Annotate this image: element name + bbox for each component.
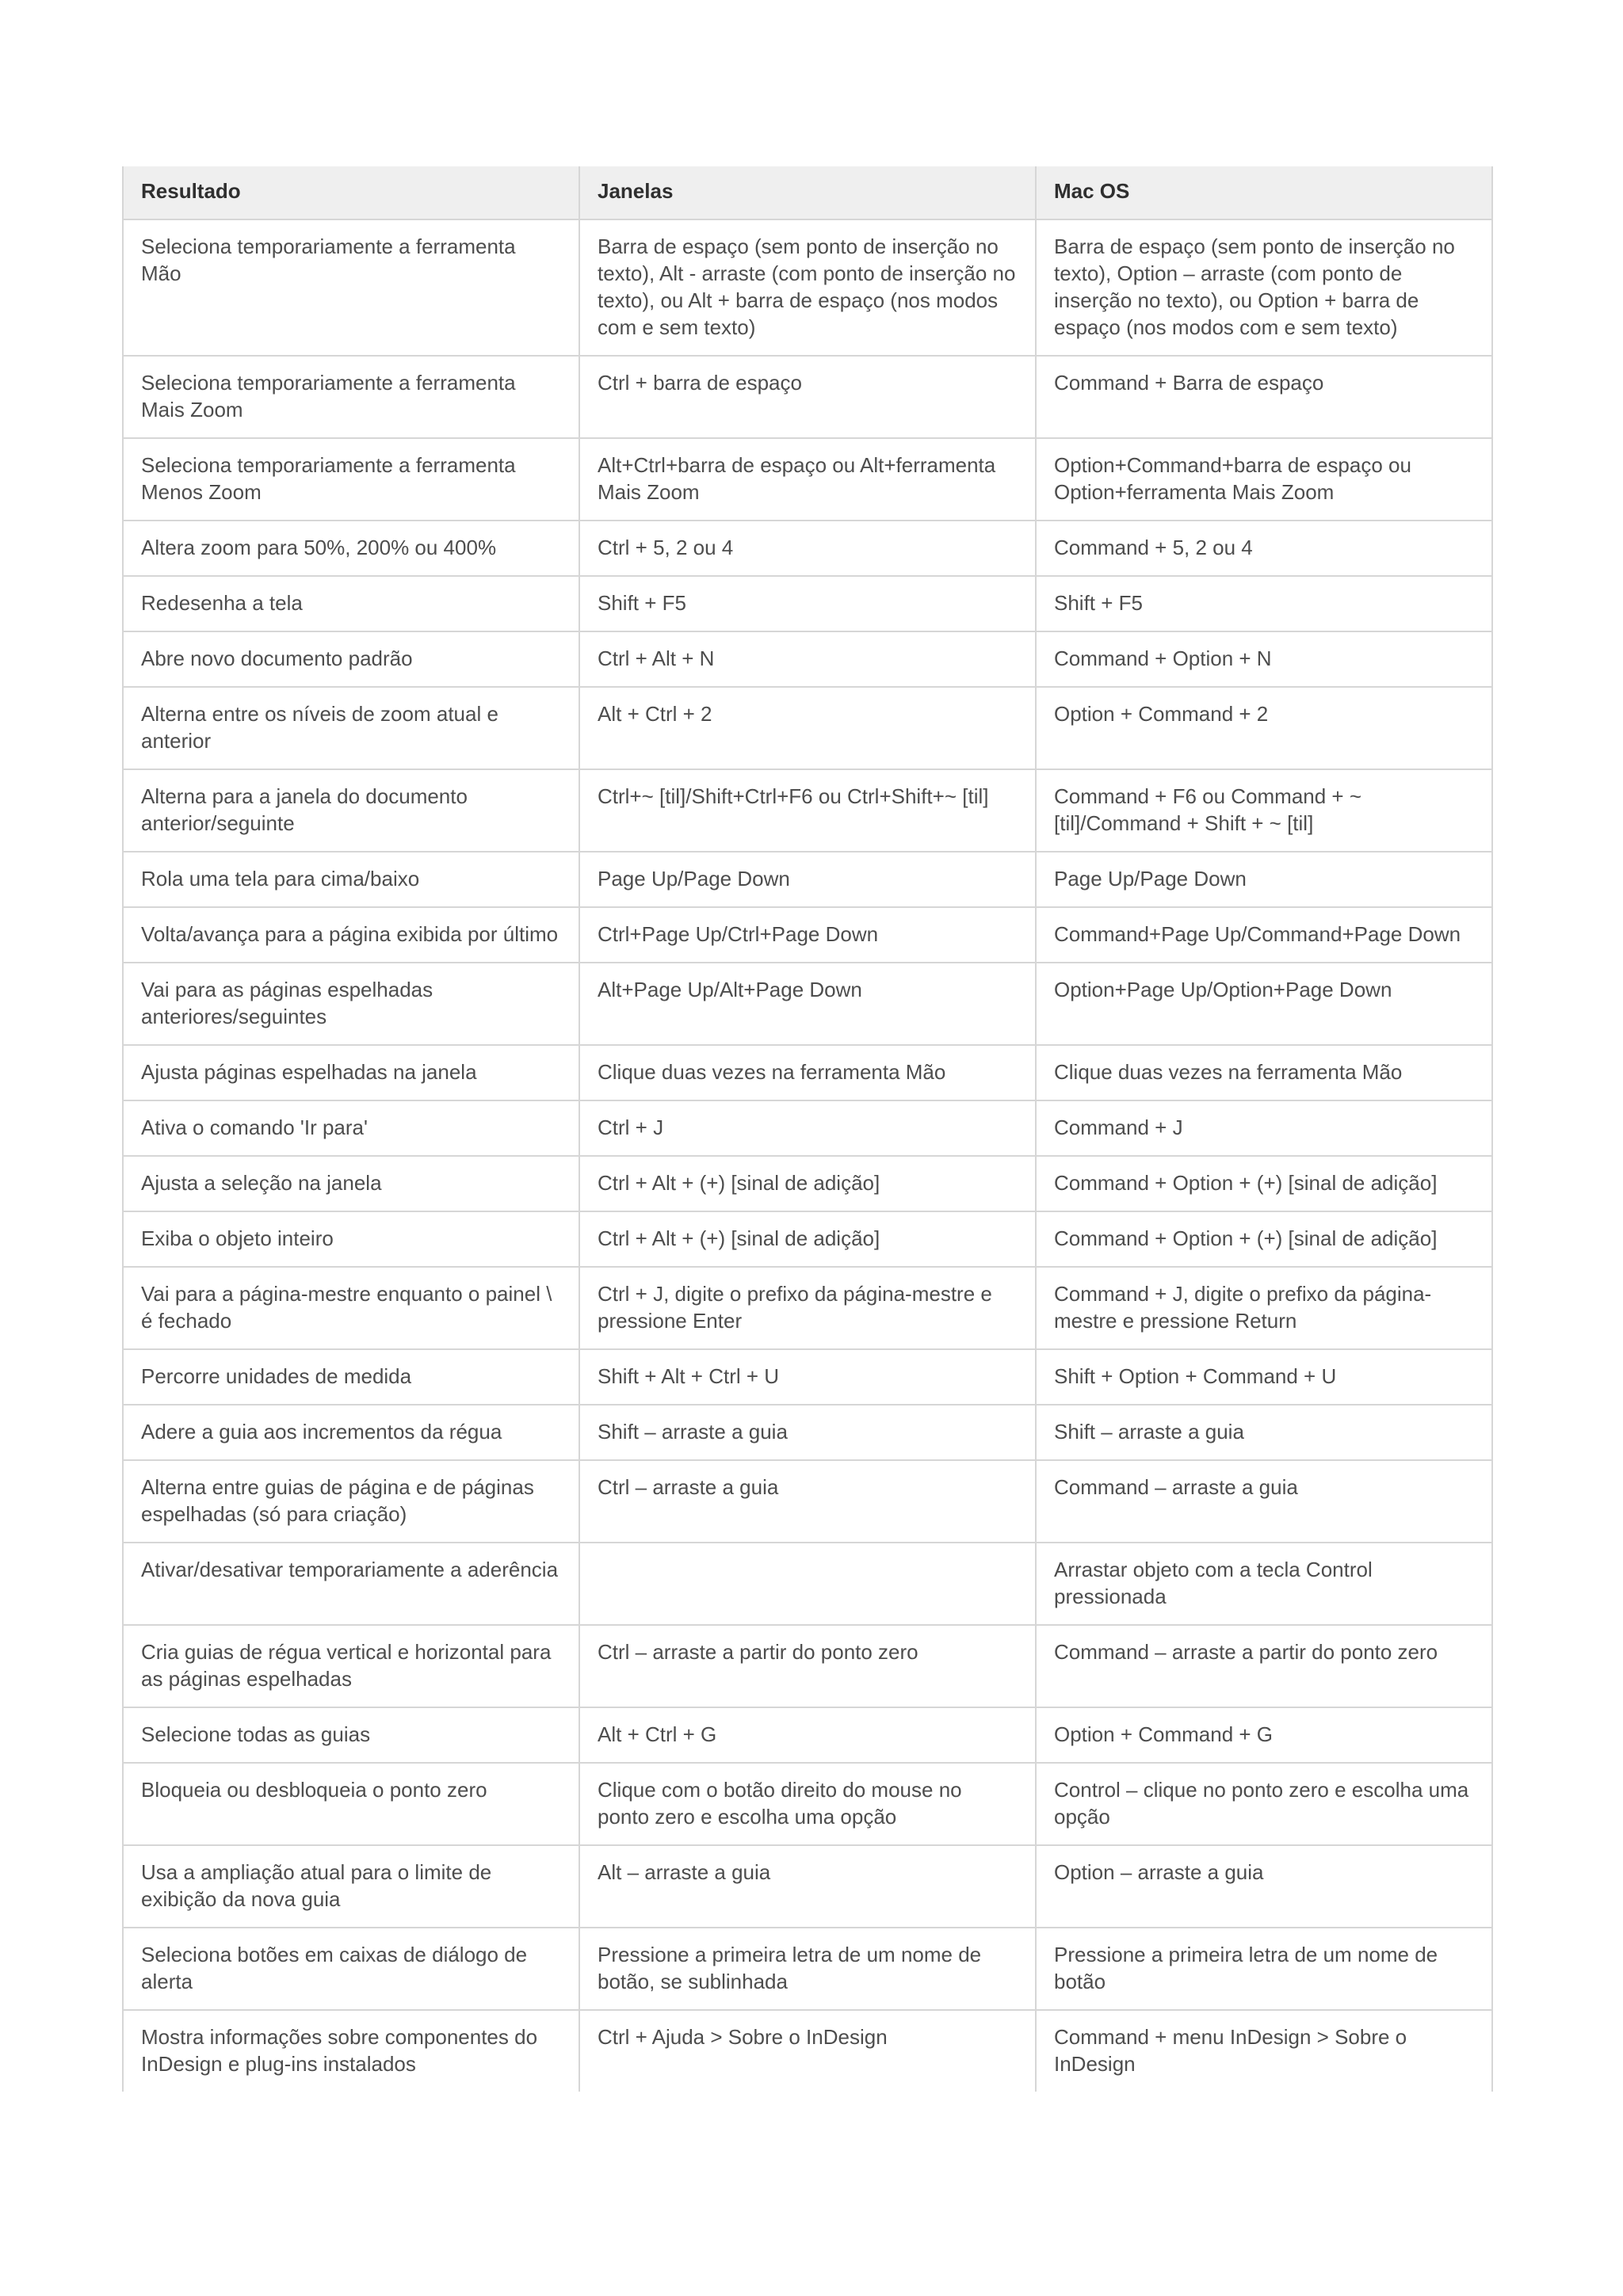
mac-shortcut-cell: Arrastar objeto com a tecla Control pressionada (1036, 1543, 1492, 1625)
windows-shortcut-cell: Shift – arraste a guia (579, 1405, 1036, 1460)
table-row (123, 1845, 1492, 1928)
result-cell: Bloqueia ou desbloqueia o ponto zero (123, 1763, 579, 1845)
mac-shortcut-cell: Command + J, digite o prefixo da página-mestre e pressione Return (1036, 1267, 1492, 1349)
mac-shortcut-cell: Clique duas vezes na ferramenta Mão (1036, 1045, 1492, 1100)
mac-shortcut-cell: Command + 5, 2 ou 4 (1036, 521, 1492, 576)
table-header (123, 166, 1492, 219)
table-row (123, 1211, 1492, 1267)
result-cell: Alterna entre os níveis de zoom atual e anterior (123, 687, 579, 769)
table-row (123, 1405, 1492, 1460)
header-row (123, 166, 1492, 219)
mac-shortcut-cell: Command + Barra de espaço (1036, 356, 1492, 438)
windows-shortcut-cell (579, 1543, 1036, 1625)
windows-shortcut-cell: Pressione a primeira letra de um nome de botão, se sublinhada (579, 1928, 1036, 2010)
result-cell: Ajusta a seleção na janela (123, 1156, 579, 1211)
mac-shortcut-cell: Shift – arraste a guia (1036, 1405, 1492, 1460)
table-row (123, 1763, 1492, 1845)
mac-shortcut-cell: Option + Command + 2 (1036, 687, 1492, 769)
mac-shortcut-cell: Option+Command+barra de espaço ou Option+ferramenta Mais Zoom (1036, 438, 1492, 521)
table-row (123, 631, 1492, 687)
windows-shortcut-cell: Shift + F5 (579, 576, 1036, 631)
windows-shortcut-cell: Ctrl + Alt + (+) [sinal de adição] (579, 1211, 1036, 1267)
mac-shortcut-cell: Shift + Option + Command + U (1036, 1349, 1492, 1405)
windows-shortcut-cell: Ctrl+~ [til]/Shift+Ctrl+F6 ou Ctrl+Shift+~ [til] (579, 769, 1036, 852)
windows-shortcut-cell: Clique com o botão direito do mouse no ponto zero e escolha uma opção (579, 1763, 1036, 1845)
table-row (123, 356, 1492, 438)
document-page (122, 166, 1491, 2092)
windows-shortcut-cell: Alt + Ctrl + G (579, 1707, 1036, 1763)
mac-shortcut-cell: Control – clique no ponto zero e escolha uma opção (1036, 1763, 1492, 1845)
table-row (123, 852, 1492, 907)
windows-shortcut-cell: Ctrl + Alt + N (579, 631, 1036, 687)
table-row (123, 219, 1492, 356)
windows-shortcut-cell: Barra de espaço (sem ponto de inserção no texto), Alt - arraste (com ponto de inserção no texto), ou Alt + barra de espaço (nos modos com e sem texto) (579, 219, 1036, 356)
windows-shortcut-cell: Ctrl – arraste a partir do ponto zero (579, 1625, 1036, 1707)
table-row (123, 1460, 1492, 1543)
mac-shortcut-cell: Command + Option + (+) [sinal de adição] (1036, 1156, 1492, 1211)
windows-shortcut-cell: Ctrl + Ajuda > Sobre o InDesign (579, 2010, 1036, 2092)
result-cell: Vai para a página-mestre enquanto o painel \ é fechado (123, 1267, 579, 1349)
table-row (123, 1100, 1492, 1156)
result-cell: Altera zoom para 50%, 200% ou 400% (123, 521, 579, 576)
result-cell: Seleciona temporariamente a ferramenta Mais Zoom (123, 356, 579, 438)
table-row (123, 2010, 1492, 2092)
mac-shortcut-cell: Option + Command + G (1036, 1707, 1492, 1763)
mac-shortcut-cell: Pressione a primeira letra de um nome de botão (1036, 1928, 1492, 2010)
windows-shortcut-cell: Ctrl – arraste a guia (579, 1460, 1036, 1543)
windows-shortcut-cell: Page Up/Page Down (579, 852, 1036, 907)
windows-shortcut-cell: Clique duas vezes na ferramenta Mão (579, 1045, 1036, 1100)
result-cell: Alterna para a janela do documento anterior/seguinte (123, 769, 579, 852)
windows-shortcut-cell: Alt + Ctrl + 2 (579, 687, 1036, 769)
windows-shortcut-cell: Ctrl+Page Up/Ctrl+Page Down (579, 907, 1036, 963)
table-row (123, 1045, 1492, 1100)
result-cell: Seleciona temporariamente a ferramenta Mão (123, 219, 579, 356)
mac-shortcut-cell: Option+Page Up/Option+Page Down (1036, 963, 1492, 1045)
header-resultado: Resultado (123, 166, 579, 219)
shortcuts-table (122, 166, 1493, 2092)
table-row (123, 1625, 1492, 1707)
table-row (123, 1928, 1492, 2010)
result-cell: Ajusta páginas espelhadas na janela (123, 1045, 579, 1100)
table-row (123, 1267, 1492, 1349)
result-cell: Ativar/desativar temporariamente a aderência (123, 1543, 579, 1625)
header-janelas: Janelas (579, 166, 1036, 219)
windows-shortcut-cell: Ctrl + 5, 2 ou 4 (579, 521, 1036, 576)
mac-shortcut-cell: Command + J (1036, 1100, 1492, 1156)
windows-shortcut-cell: Alt+Ctrl+barra de espaço ou Alt+ferramenta Mais Zoom (579, 438, 1036, 521)
result-cell: Adere a guia aos incrementos da régua (123, 1405, 579, 1460)
table-row (123, 963, 1492, 1045)
windows-shortcut-cell: Ctrl + barra de espaço (579, 356, 1036, 438)
mac-shortcut-cell: Command + Option + N (1036, 631, 1492, 687)
result-cell: Mostra informações sobre componentes do InDesign e plug-ins instalados (123, 2010, 579, 2092)
mac-shortcut-cell: Command – arraste a partir do ponto zero (1036, 1625, 1492, 1707)
result-cell: Usa a ampliação atual para o limite de exibição da nova guia (123, 1845, 579, 1928)
mac-shortcut-cell: Command + menu InDesign > Sobre o InDesign (1036, 2010, 1492, 2092)
table-row (123, 907, 1492, 963)
windows-shortcut-cell: Ctrl + Alt + (+) [sinal de adição] (579, 1156, 1036, 1211)
result-cell: Selecione todas as guias (123, 1707, 579, 1763)
mac-shortcut-cell: Page Up/Page Down (1036, 852, 1492, 907)
table-row (123, 576, 1492, 631)
table-row (123, 1707, 1492, 1763)
result-cell: Rola uma tela para cima/baixo (123, 852, 579, 907)
table-row (123, 1156, 1492, 1211)
table-row (123, 769, 1492, 852)
result-cell: Exiba o objeto inteiro (123, 1211, 579, 1267)
table-row (123, 1543, 1492, 1625)
windows-shortcut-cell: Ctrl + J (579, 1100, 1036, 1156)
mac-shortcut-cell: Command+Page Up/Command+Page Down (1036, 907, 1492, 963)
result-cell: Abre novo documento padrão (123, 631, 579, 687)
mac-shortcut-cell: Command + Option + (+) [sinal de adição] (1036, 1211, 1492, 1267)
result-cell: Ativa o comando 'Ir para' (123, 1100, 579, 1156)
mac-shortcut-cell: Option – arraste a guia (1036, 1845, 1492, 1928)
result-cell: Seleciona botões em caixas de diálogo de alerta (123, 1928, 579, 2010)
result-cell: Cria guias de régua vertical e horizontal para as páginas espelhadas (123, 1625, 579, 1707)
result-cell: Seleciona temporariamente a ferramenta Menos Zoom (123, 438, 579, 521)
table-row (123, 1349, 1492, 1405)
mac-shortcut-cell: Command – arraste a guia (1036, 1460, 1492, 1543)
result-cell: Percorre unidades de medida (123, 1349, 579, 1405)
result-cell: Vai para as páginas espelhadas anteriores/seguintes (123, 963, 579, 1045)
table-row (123, 687, 1492, 769)
windows-shortcut-cell: Alt+Page Up/Alt+Page Down (579, 963, 1036, 1045)
header-mac-os: Mac OS (1036, 166, 1492, 219)
result-cell: Alterna entre guias de página e de páginas espelhadas (só para criação) (123, 1460, 579, 1543)
result-cell: Volta/avança para a página exibida por último (123, 907, 579, 963)
windows-shortcut-cell: Shift + Alt + Ctrl + U (579, 1349, 1036, 1405)
table-row (123, 438, 1492, 521)
mac-shortcut-cell: Barra de espaço (sem ponto de inserção no texto), Option – arraste (com ponto de inserção no texto), ou Option + barra de espaço (nos modos com e sem texto) (1036, 219, 1492, 356)
result-cell: Redesenha a tela (123, 576, 579, 631)
table-body (123, 219, 1492, 2092)
table-row (123, 521, 1492, 576)
windows-shortcut-cell: Alt – arraste a guia (579, 1845, 1036, 1928)
windows-shortcut-cell: Ctrl + J, digite o prefixo da página-mestre e pressione Enter (579, 1267, 1036, 1349)
mac-shortcut-cell: Command + F6 ou Command + ~ [til]/Command + Shift + ~ [til] (1036, 769, 1492, 852)
mac-shortcut-cell: Shift + F5 (1036, 576, 1492, 631)
